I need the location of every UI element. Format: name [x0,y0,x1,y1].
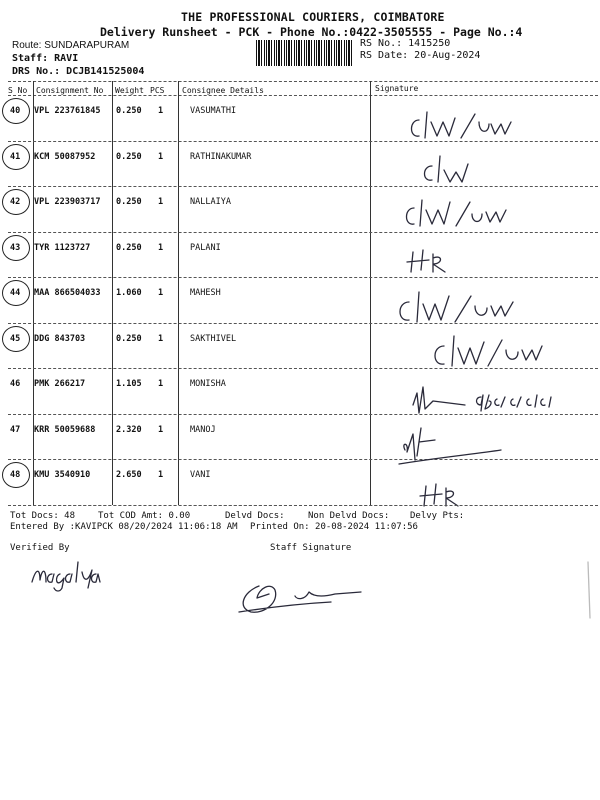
row-sno: 41 [10,151,21,162]
rs-date: RS Date: 20-Aug-2024 [360,50,481,61]
margin-mark [584,560,594,620]
runsheet-title: Delivery Runsheet - PCK - Phone No.:0422-3505555 - Page No.:4 [100,25,523,39]
row-weight: 0.250 [116,151,142,162]
staff-signature [235,578,365,620]
route-label: Route: SUNDARAPURAM [12,40,130,51]
row-consignee: MONISHA [190,379,226,389]
row-pcs: 1 [158,424,164,435]
printed-on: Printed On: 20-08-2024 11:07:56 [250,522,418,532]
row-weight: 2.320 [116,424,142,435]
row-weight: 0.250 [116,333,142,344]
row-pcs: 1 [158,379,164,389]
row-consignee: MAHESH [190,288,221,298]
handwritten-circle [2,144,30,170]
row-consignee: NALLAIYA [190,197,231,207]
handwritten-circle [2,326,30,352]
row-consignee: MANOJ [190,424,216,435]
drs-number: DRS No.: DCJB141525004 [12,66,145,77]
handwritten-circle [2,98,30,124]
row-weight: 1.105 [116,379,142,389]
row-consignee: SAKTHIVEL [190,333,237,344]
handwritten-circle [2,189,30,215]
handwritten-circle [2,462,30,488]
total-docs: Tot Docs: 48 [10,511,76,521]
row-weight: 0.250 [116,242,142,253]
signature-row-41 [420,152,480,186]
table-row [8,187,600,233]
row-consignment-no: KCM 50087952 [34,151,96,162]
table-top-rule [8,81,598,82]
row-pcs: 1 [158,197,164,207]
col-weight: Weight [115,86,144,95]
row-pcs: 1 [158,333,164,344]
staff-label: Staff: RAVI [12,53,79,64]
staff-signature-label: Staff Signature [270,543,352,553]
row-sno: 46 [10,379,21,389]
row-consignment-no: TYR 1123727 [34,242,91,253]
row-weight: 1.060 [116,288,142,298]
table-row [8,415,600,461]
company-name: THE PROFESSIONAL COURIERS, COIMBATORE [181,10,445,24]
col-consignment: Consignment No [36,86,104,95]
signature-row-40 [405,108,515,144]
table-row [8,233,600,279]
row-pcs: 1 [158,106,164,116]
table-row [8,460,600,506]
row-consignee: VANI [190,470,211,480]
row-consignment-no: KMU 3540910 [34,470,91,480]
row-weight: 0.250 [116,106,142,116]
row-weight: 2.650 [116,470,142,480]
row-pcs: 1 [158,470,164,480]
col-signature: Signature [375,84,419,93]
row-sno: 44 [10,288,21,298]
col-pcs: PCS [150,86,165,95]
row-consignment-no: PMK 266217 [34,379,86,389]
row-consignee: RATHINAKUMAR [190,151,252,162]
signature-row-45 [430,332,540,372]
entered-by: Entered By :KAVIPCK 08/20/2024 11:06:18 AM [10,522,238,532]
row-sno: 42 [10,197,21,207]
signature-row-44 [395,288,525,328]
table-row [8,142,600,188]
verifier-signature [30,560,120,592]
signature-row-42 [400,196,510,232]
barcode [256,40,354,66]
row-consignee: PALANI [190,242,221,253]
signature-row-43 [405,246,455,276]
row-sno: 40 [10,106,21,116]
row-sno: 43 [10,242,21,253]
row-pcs: 1 [158,151,164,162]
col-sno: S No [8,86,28,95]
row-consignment-no: KRR 50059688 [34,424,96,435]
handwritten-circle [2,235,30,261]
delivered-docs: Delvd Docs: [225,511,285,521]
row-pcs: 1 [158,288,164,298]
rs-number: RS No.: 1415250 [360,38,451,49]
row-sno: 48 [10,470,21,480]
signature-row-46 [405,383,585,419]
row-consignment-no: VPL 223903717 [34,197,101,207]
row-sno: 47 [10,424,21,435]
row-consignment-no: VPL 223761845 [34,106,101,116]
row-consignment-no: DDG 843703 [34,333,86,344]
row-consignee: VASUMATHI [190,106,237,116]
row-sno: 45 [10,333,21,344]
footer-rule [8,505,598,506]
row-pcs: 1 [158,242,164,253]
delivery-points: Delvy Pts: [410,511,465,521]
non-delivered-docs: Non Delvd Docs: [308,511,390,521]
verified-by-label: Verified By [10,543,70,553]
handwritten-circle [2,280,30,306]
total-cod: Tot COD Amt: 0.00 [98,511,191,521]
row-weight: 0.250 [116,197,142,207]
row-consignment-no: MAA 866504033 [34,288,101,298]
signature-row-47 [395,420,505,464]
col-consignee: Consignee Details [182,86,264,95]
